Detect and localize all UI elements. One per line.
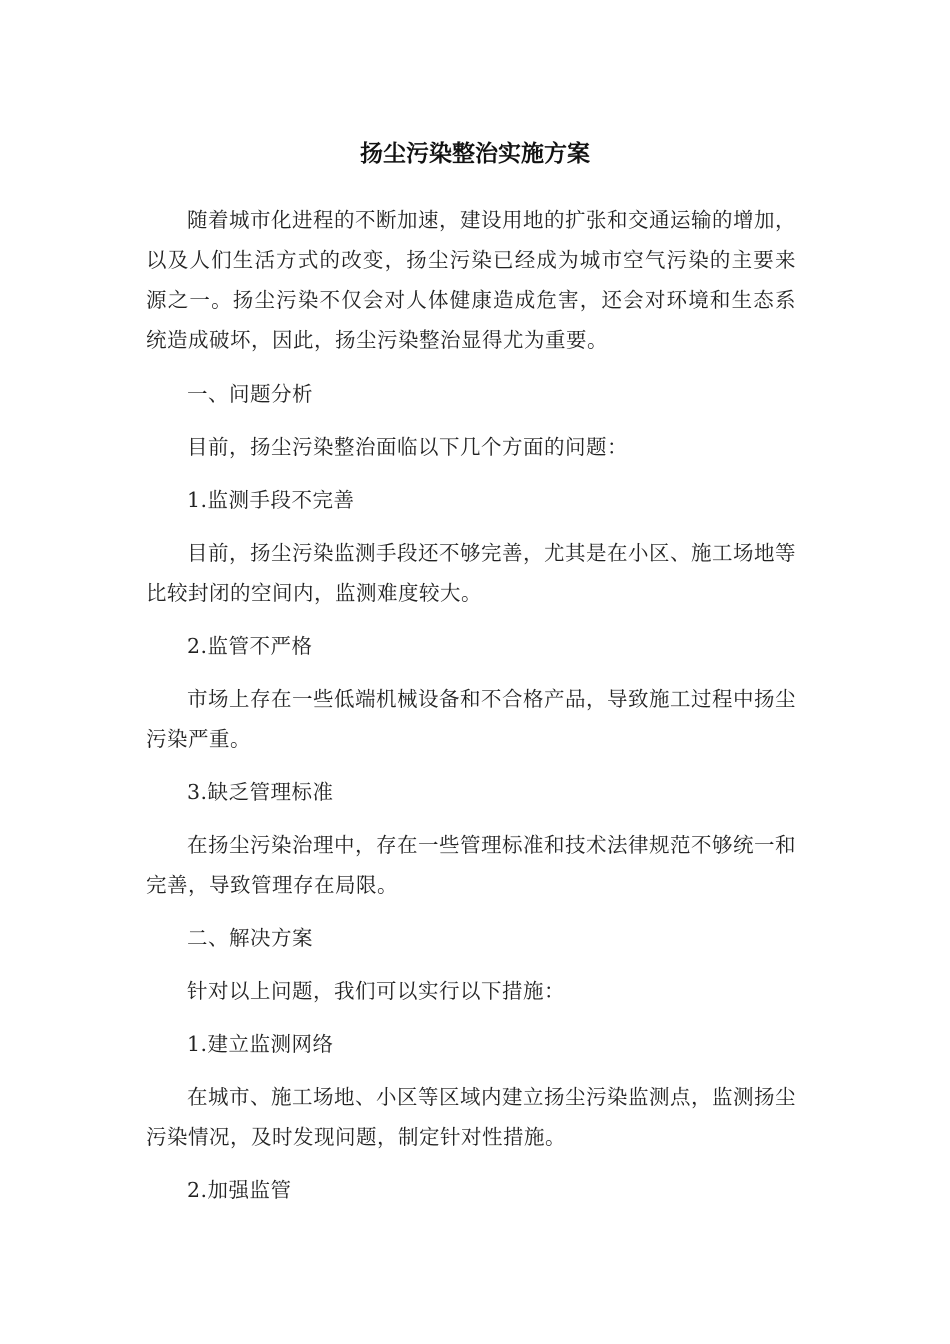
document-body (146, 200, 796, 1210)
item-heading-strengthen-supervision: 2.加强监管 (187, 1178, 292, 1202)
item-heading-standards: 3.缺乏管理标准 (187, 780, 334, 804)
item-heading-monitoring: 1.监测手段不完善 (187, 488, 355, 512)
paragraph-solutions-intro: 针对以上问题，我们可以实行以下措施： (187, 979, 565, 1003)
paragraph-monitoring: 目前，扬尘污染监测手段还不够完善，尤其是在小区、施工场地等比较封闭的空间内，监测难度较大。 (146, 541, 796, 605)
intro-paragraph: 随着城市化进程的不断加速，建设用地的扩张和交通运输的增加，以及人们生活方式的改变，扬尘污染已经成为城市空气污染的主要来源之一。扬尘污染不仅会对人体健康造成危害，还会对环境和生态系统造成破坏，因此，扬尘污染整治显得尤为重要。 (146, 208, 796, 352)
item-heading-network: 1.建立监测网络 (187, 1032, 334, 1056)
paragraph-problems-intro: 目前，扬尘污染整治面临以下几个方面的问题： (187, 435, 628, 459)
document-title: 扬尘污染整治实施方案 (360, 141, 590, 167)
paragraph-supervision: 市场上存在一些低端机械设备和不合格产品，导致施工过程中扬尘污染严重。 (146, 687, 796, 751)
section-heading-solutions: 二、解决方案 (187, 926, 313, 950)
paragraph-standards: 在扬尘污染治理中，存在一些管理标准和技术法律规范不够统一和完善，导致管理存在局限。 (146, 833, 796, 897)
item-heading-supervision: 2.监管不严格 (187, 634, 313, 658)
section-heading-problem-analysis: 一、问题分析 (187, 382, 313, 406)
paragraph-network: 在城市、施工场地、小区等区域内建立扬尘污染监测点，监测扬尘污染情况，及时发现问题，制定针对性措施。 (146, 1085, 796, 1149)
